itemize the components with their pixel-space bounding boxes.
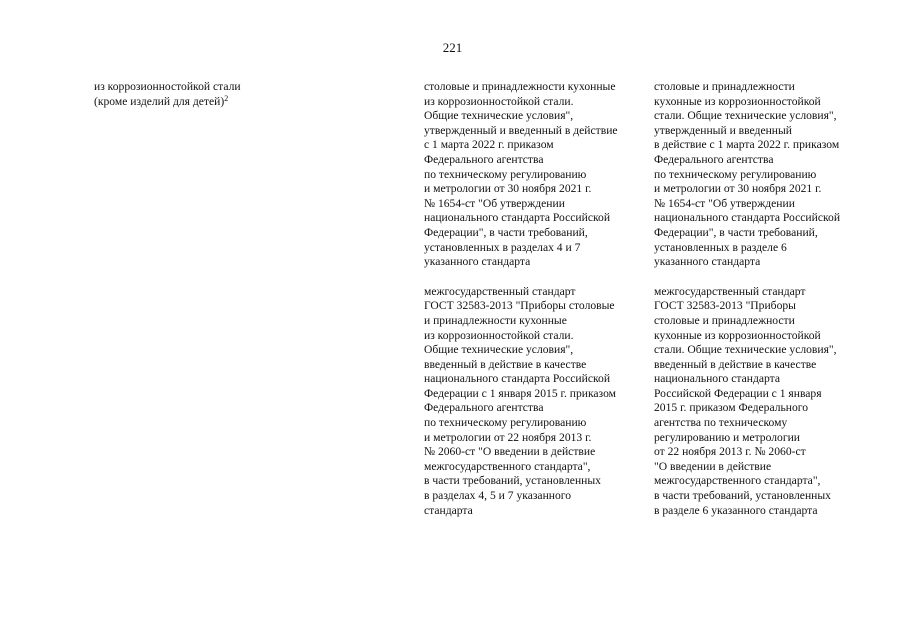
text-line: Общие технические условия", xyxy=(424,343,574,357)
text-line: межгосударственного стандарта", xyxy=(424,459,591,473)
text-line: национального стандарта xyxy=(654,372,780,386)
text-line: в части требований, установленных xyxy=(654,489,831,503)
standards-column-1 xyxy=(424,80,646,533)
text-line: межгосударственный стандарт xyxy=(424,284,576,298)
text-line: установленных в разделе 6 xyxy=(654,240,787,254)
text-line: утвержденный и введенный в действие xyxy=(424,123,618,137)
standard-block-1 xyxy=(654,80,874,270)
product-line-text: (кроме изделий для детей) xyxy=(94,94,225,108)
text-line: ГОСТ 32583-2013 "Приборы xyxy=(654,299,796,313)
text-line: и метрологии от 30 ноября 2021 г. xyxy=(654,182,822,196)
text-line: кухонные из коррозионностойкой xyxy=(654,328,821,342)
text-line: и принадлежности кухонные xyxy=(424,313,567,327)
text-line: указанного стандарта xyxy=(654,255,761,269)
product-line: из коррозионностойкой стали xyxy=(94,80,241,93)
text-line: столовые и принадлежности xyxy=(654,80,795,93)
text-line: и метрологии от 30 ноября 2021 г. xyxy=(424,182,592,196)
text-line: межгосударственного стандарта", xyxy=(654,474,821,488)
text-line: 2015 г. приказом Федерального xyxy=(654,401,809,415)
text-line: из коррозионностойкой стали. xyxy=(424,328,574,342)
text-line: установленных в разделах 4 и 7 xyxy=(424,240,581,254)
text-line: Федерального агентства xyxy=(424,401,544,415)
standard-block-1 xyxy=(424,80,646,270)
text-line: в разделе 6 указанного стандарта xyxy=(654,503,818,517)
text-line: Российской Федерации с 1 января xyxy=(654,386,822,400)
standards-column-2 xyxy=(654,80,874,533)
text-line: агентства по техническому xyxy=(654,416,788,430)
text-line: и метрологии от 22 ноября 2013 г. xyxy=(424,430,592,444)
text-line: в действие с 1 марта 2022 г. приказом xyxy=(654,138,840,152)
standard-block-2 xyxy=(654,285,874,519)
text-line: указанного стандарта xyxy=(424,255,531,269)
text-line: № 1654-ст "Об утверждении xyxy=(424,196,565,210)
text-line: введенный в действие в качестве xyxy=(424,357,587,371)
text-line: Федерации", в части требований, xyxy=(654,225,818,239)
text-line: столовые и принадлежности xyxy=(654,313,795,327)
text-line: стали. Общие технические условия", xyxy=(654,343,837,357)
text-line: Федерации", в части требований, xyxy=(424,225,588,239)
text-line: ГОСТ 32583-2013 "Приборы столовые xyxy=(424,299,615,313)
text-line: межгосударственный стандарт xyxy=(654,284,806,298)
text-line: стали. Общие технические условия", xyxy=(654,109,837,123)
text-line: "О введении в действие xyxy=(654,459,772,473)
text-line: по техническому регулированию xyxy=(654,167,817,181)
text-line: национального стандарта Российской xyxy=(424,211,611,225)
text-line: национального стандарта Российской xyxy=(654,211,841,225)
text-line: в части требований, установленных xyxy=(424,474,601,488)
text-line: из коррозионностойкой стали. xyxy=(424,94,574,108)
text-line: регулированию и метрологии xyxy=(654,430,800,444)
text-line: Федерального агентства xyxy=(424,152,544,166)
text-line: по техническому регулированию xyxy=(424,416,587,430)
text-line: от 22 ноября 2013 г. № 2060-ст xyxy=(654,445,806,459)
text-line: кухонные из коррозионностойкой xyxy=(654,94,821,108)
text-line: в разделах 4, 5 и 7 указанного xyxy=(424,489,572,503)
footnote-marker: 2 xyxy=(224,93,229,103)
text-line: с 1 марта 2022 г. приказом xyxy=(424,138,554,152)
text-line: утвержденный и введенный xyxy=(654,123,792,137)
product-line xyxy=(94,95,354,110)
text-line: по техническому регулированию xyxy=(424,167,587,181)
product-column xyxy=(94,80,354,109)
text-line: столовые и принадлежности кухонные xyxy=(424,80,616,93)
text-line: стандарта xyxy=(424,503,473,517)
text-line: Федерации с 1 января 2015 г. приказом xyxy=(424,386,616,400)
text-line: Общие технические условия", xyxy=(424,109,574,123)
standard-block-2 xyxy=(424,285,646,519)
page-number: 221 xyxy=(442,40,463,55)
text-line: № 2060-ст "О введении в действие xyxy=(424,445,596,459)
text-line: национального стандарта Российской xyxy=(424,372,611,386)
text-line: № 1654-ст "Об утверждении xyxy=(654,196,795,210)
text-line: Федерального агентства xyxy=(654,152,774,166)
text-line: введенный в действие в качестве xyxy=(654,357,817,371)
